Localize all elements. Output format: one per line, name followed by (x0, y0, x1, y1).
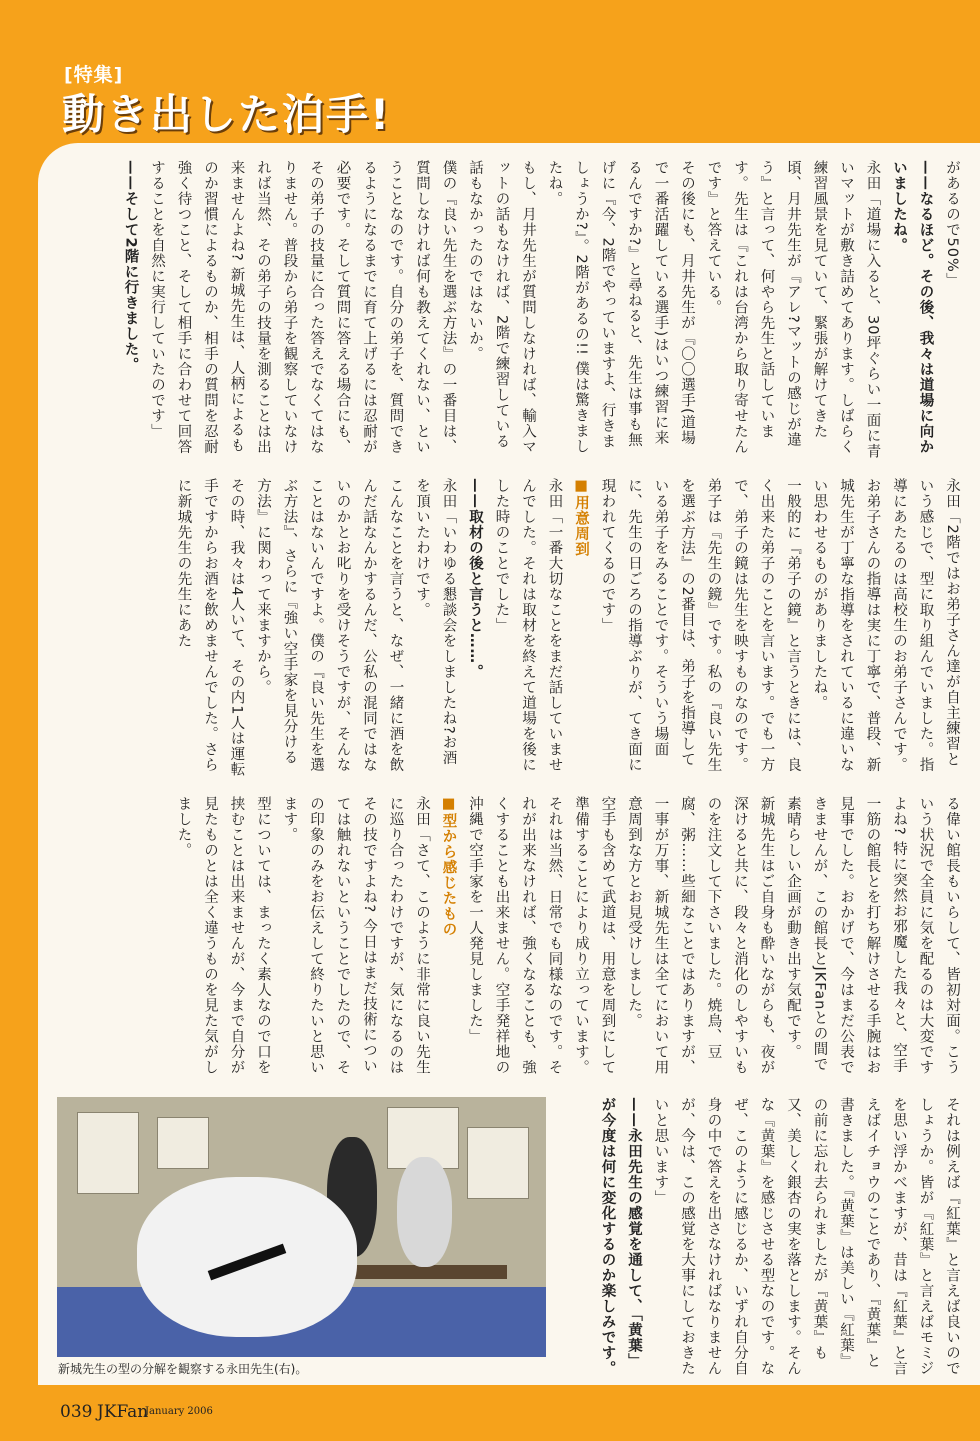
page-header (0, 0, 980, 145)
text-block: 僕の『良い先生を選ぶ方法』の一番目は、質問しなければ何も教えてくれない、ということなのです。自分の弟子を、質問できるようになるまでに育て上げるには忍耐が必要です。そして質問に答える場合にも、その弟子の技量に合った答えでなくてはなりません。普段から弟子を観察していなければ当然、その弟子の技量を測ることは出来ませんよね? 新城先生は、人柄によるものか習慣によるものか、相手の質問を忍耐強く待つこと、そして相手に合わせて回答することを自然に実行していたのです」 (149, 160, 457, 455)
text-block: もし、月井先生が質問しなければ、輸入マットの話もなければ、2階で練習している話もなかったのではないか。 (467, 160, 536, 455)
interviewer-question: ——そして2階に行きました。 (122, 160, 139, 373)
photo-poster (467, 1127, 529, 1199)
text-block: があるので50%」 (944, 160, 960, 289)
text-block: 永田「いわゆる懇談会をしましたね?お酒を頂いたわけです。 (414, 478, 457, 766)
interviewer-question: ——取材の後と言うと……。 (467, 478, 483, 680)
text-block: 永田「さて、このように非常に良い先生に巡り合ったわけですが、気になるのはその技ですよね? 今日はまだ技術については触れないということでしたので、その印象のみをお伝えして終りたいと思います。 (281, 796, 430, 1075)
photo-observer (397, 1157, 452, 1267)
article-title: 動き出した泊手! (62, 90, 392, 139)
text-block: こんなことを言うと、なぜ、一緒に酒を飲んだ話なんかするんだ、公私の混同ではないのかとお叱りを受けそうですが、そんなことはないんですよ。僕の『良い先生を選ぶ方法』、さらに『強い空手家を見分ける方法』に関わって来ますから。 (255, 478, 404, 773)
text-block: る偉い館長もいらして、皆初対面。こういう状況で全員に気を配るのは大変ですよね? 特に突然お邪魔した我々と、空手一筋の館長とを打ち解けさせる手腕はお見事でした。おかげで、今はまだ公表できませんが、この館長とJKFanとの間で素晴らしい企画が動き出す気配です。 (785, 796, 960, 1075)
interviewer-question: ——永田先生の感覚を通して、「黄葉」が今度は何に変化するのか楽しみです。 (599, 1097, 642, 1376)
text-block: 永田「道場に入ると、30坪ぐらい一面に青いマットが敷き詰めてあります。しばらく練習風景を見ていて、緊張が解けてきた頃、月井先生が『アレ?マットの感じが違う』と言って、何やら先生と話しています。先生は『これは台湾から取り寄せたんです』と答えている。 (705, 160, 881, 460)
feature-tag: [特集] (64, 64, 124, 86)
article-section-top (60, 160, 965, 460)
text-block: 永田「2階ではお弟子さん達が自主練習という感じで、型に取り組んでいました。指導にあたるのは高校生のお弟子さんです。お弟子さんの指導は実に丁寧で、普段、新城先生が丁寧な指導をされているに違いない思わせるものがありましたね。 (811, 478, 960, 773)
article-section-middle (60, 478, 965, 778)
photo-poster (77, 1112, 139, 1194)
page-number: 039 (60, 1402, 93, 1422)
magazine-name: JKFan (97, 1402, 149, 1422)
text-block: 新城先生はご自身も酔いながらも、夜が深けると共に、段々と消化のしやすいものを注文して下さいました。焼鳥、豆腐、粥……些細なことではありますが、一事が万事、新城先生は全てにおいて用意周到な方とお見受けしました。 (626, 796, 775, 1075)
article-section-bottom-lower (560, 1097, 965, 1382)
issue-date: January 2006 (145, 1406, 213, 1417)
dojo-photo (57, 1097, 546, 1357)
photo-caption: 新城先生の型の分解を観察する永田先生(右)。 (58, 1362, 308, 1376)
photo-poster (157, 1117, 209, 1169)
subheading: ■用意周到 (573, 478, 589, 557)
subheading: ■型から感じたもの (440, 796, 457, 937)
article-section-bottom-upper (60, 796, 965, 1086)
text-block: その時、我々は4人いて、その内1人は運転手ですからお酒を飲めませんでした。さらに新城先生の先生にあた (175, 478, 245, 778)
text-block: 永田「一番大切なことをまだ話していませんでした。それは取材を終えて道場を後にした時のことでした」 (493, 478, 563, 773)
text-block: 空手も含めて武道は、用意を周到にして準備することにより成り立っています。それは当然、日常でも同様なのです。それが出来なければ、強くなることも、強くすることも出来ません。空手発祥地の沖縄で空手家を一人発見しました」 (467, 796, 616, 1075)
interviewer-question: ——なるほど。その後、我々は道場に向かいましたね。 (891, 160, 934, 455)
text-block: それは例えば『紅葉』と言えば良いのでしょうか。皆が『紅葉』と言えばモミジを思い浮かべますが、昔は『紅葉』と言えばイチョウのことであり、『黄葉』と書きました。『黄葉』は美しい『紅葉』の前に忘れ去られましたが『黄葉』も又、美しく銀杏の実を落とします。そんな『黄葉』を感じさせる型なのです。なぜ、このように感じるか、いずれ自分自身の中で答えを出さなければなりませんが、今は、この感覚を大事にしておきたいと思います」 (652, 1097, 960, 1376)
text-block: その後にも、月井先生が『〇〇選手(道場で一番活躍している選手)はいつ練習に来るんですか?』と尋ねると、先生は事も無げに『今、2階でやっていますよ、行きましょうか?』。2階があるの!! 僕は驚きましたね。 (546, 160, 695, 455)
text-block: 一般的に『弟子の鏡』と言うときには、良く出来た弟子のことを言います。でも一方で、弟子の鏡は先生を映すものなのです。弟子は『先生の鏡』です。私の『良い先生を選ぶ方法』の2番目は、弟子を指導している弟子をみることです。そういう場面に、先生の日ごろの指導ぶりが、てき面に現われてくるのです」 (599, 478, 801, 773)
text-block: 型については、まったく素人なので口を挟むことは出来ませんが、今まで自分が見たものとは全く違うものを見た気がしました。 (175, 796, 271, 1075)
